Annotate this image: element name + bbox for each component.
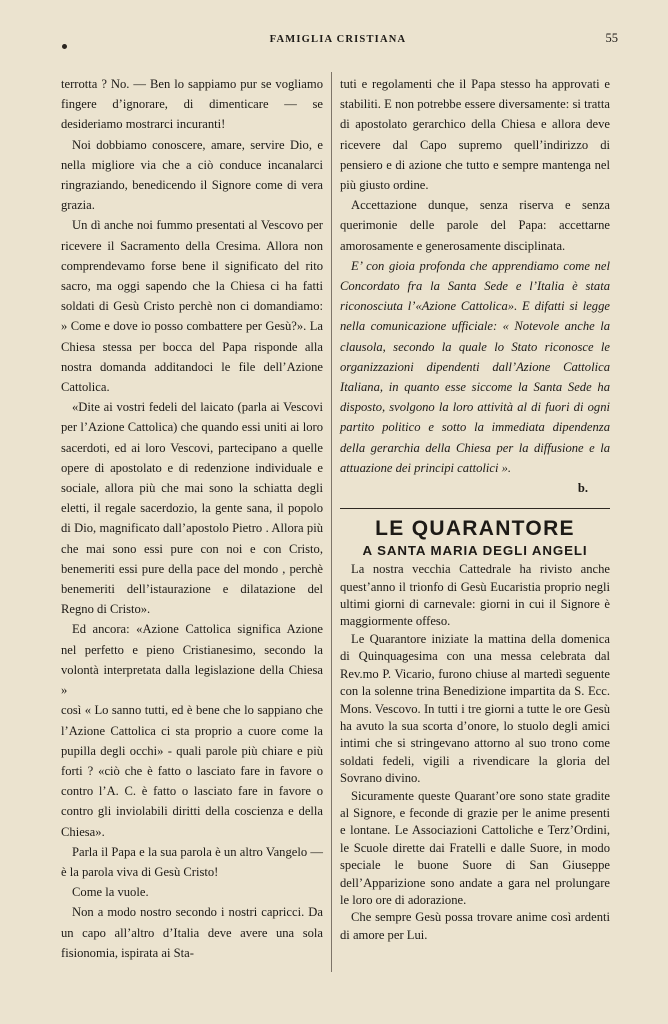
paragraph: Non a modo nostro secondo i nostri capricci. Da un capo all’altro d’Italia deve avere una sola fisionomia, ispirata ai Sta-	[61, 905, 323, 960]
section-rule	[340, 508, 610, 509]
paragraph: Accettazione dunque, senza riserva e senza querimonie delle parole del Papa: accettarne amorosamente e generosamente disciplinata.	[340, 198, 610, 253]
left-column	[61, 74, 323, 963]
author-signature: b.	[577, 481, 588, 496]
paragraph: Noi dobbiamo conoscere, amare, servire Dio, e nella migliore via che a ciò conduce incanalarci ringraziando, benedicendo il Signore come di vera grazia.	[61, 137, 323, 213]
article-subtitle: A SANTA MARIA DEGLI ANGELI	[362, 543, 588, 559]
article-paragraph: Le Quarantore iniziate la mattina della domenica di Quinquagesima con una messa celebrata dal Rev.mo P. Vicario, furono chiuse al martedì seguente con la solenne trina Benedizione impartita da S. Ecc. Mons. Vescovo. In tutti i tre giorni a tutte le ore Gesù ha avuto la sua scorta d’onore, lo stuolo degli amici intimi che si stringevano attorno al suo trono come soldati fedeli, vigili a rivendicare la gloria del Sovrano divino.	[340, 631, 610, 786]
paragraph: così « Lo sanno tutti, ed è bene che lo sappiano che l’Azione Cattolica ci sta proprio a cuore come la pupilla degli occhi» - quali parole più chiare e più forti ? «ciò che è fatto o lasciato fare in favore o contro l’A. C. è fatto o lasciato fare in favore o contro gli inviolabili diritti della coscienza e della Chiesa».	[61, 703, 323, 839]
paragraph: «Dite ai vostri fedeli del laicato (parla ai Vescovi per l’Azione Cattolica) che quando essi uniti ai loro sacerdoti, ed ai loro Vescovi, partecipano a quelle opere di apostolato e di redenzione individuale e sociale, allora più che mai sono la schiatta degli eletti, il regale sacerdozio, la gente sana, il popolo di Dio, magnificato dall’apostolo Pietro . Allora più che mai sono essi pure con noi e con Cristo, benemeriti essi pure della pace del mondo , perchè benemeriti dell’istaurazione e dilatazione del Regno di Cristo».	[61, 400, 323, 617]
concordato-paragraph: E’ con gioia profonda che apprendiamo come nel Concordato fra la Santa Sede e l’Italia è stata riconosciuta l’«Azione Cattolica». E difatti si legge nella comunicazione ufficiale: « Notevole anche la clausola, secondo la quale lo Stato riconosce le organizzazioni dipendenti dall’Azione Cattolica Italiana, in quanto esse siccome la Santa Sede ha disposto, svolgono la loro attività al di fuori di ogni partito politico e sotto la immediata dipendenza della gerarchia della Chiesa per la diffusione e la attuazione dei principi cattolici ».	[340, 258, 610, 475]
paragraph: Parla il Papa e la sua parola è un altro Vangelo — è la parola viva di Gesù Cristo!	[61, 844, 323, 879]
running-header	[58, 31, 618, 50]
paragraph: tuti e regolamenti che il Papa stesso ha approvati e stabiliti. E non potrebbe essere diversamente: si tratta di apostolato gerarchico della Chiesa e allora deve ricevere dal Capo supremo quell’indirizzo di pensiero e di azione che tutto e sempre mantenga nel più giusto ordine.	[340, 77, 610, 193]
article-paragraph: Che sempre Gesù possa trovare anime così ardenti di amore per Lui.	[340, 910, 610, 942]
paragraph: terrotta ? No. — Ben lo sappiamo pur se vogliamo fingere d’ignorare, di dimenticare — se desideriamo mostrarci incuranti!	[61, 77, 323, 132]
paragraph: Come la vuole.	[72, 885, 149, 900]
paragraph: Un dì anche noi fummo presentati al Vescovo per ricevere il Sacramento della Cresima. Allora non comprendevamo forse bene il significato del rito sacro, ma oggi sapendo che la Chiesa ci ha fatti soldati di Gesù Cristo perchè non ci domandiamo: » Come e dove io posso combattere per Gesù?». La Chiesa stessa per bocca del Papa risponde alla nostra domanda additandoci le file dell’Azione Cattolica.	[61, 218, 323, 395]
article-paragraph: Sicuramente queste Quarant’ore sono state gradite al Signore, e feconde di grazie per le anime presenti e lontane. Le Associazioni Cattoliche e Terz’Ordini, le Scuole dirette dai Fratelli e dalle Suore, in modo speciale le buone Suore di San Giuseppe dell’Apparizione sono andate a gara nel prolungare le loro ore di adorazione.	[340, 788, 610, 907]
paragraph: Ed ancora: «Azione Cattolica significa Azione nel perfetto e pieno Cristianesimo, secondo la volontà interpretata dalla legislazione della Chiesa »	[61, 622, 323, 698]
right-column	[340, 74, 610, 944]
article-title: LE QUARANTORE	[375, 517, 575, 541]
running-title: FAMIGLIA CRISTIANA	[269, 34, 407, 45]
article-paragraph: La nostra vecchia Cattedrale ha rivisto anche quest’anno il trionfo di Gesù Eucaristia proprio negli ultimi giorni di carnevale: giorni in cui il Signore è maggiormente offeso.	[340, 562, 610, 629]
quarantore-article	[340, 518, 610, 944]
column-divider	[331, 72, 332, 972]
page-number: 55	[605, 31, 618, 45]
